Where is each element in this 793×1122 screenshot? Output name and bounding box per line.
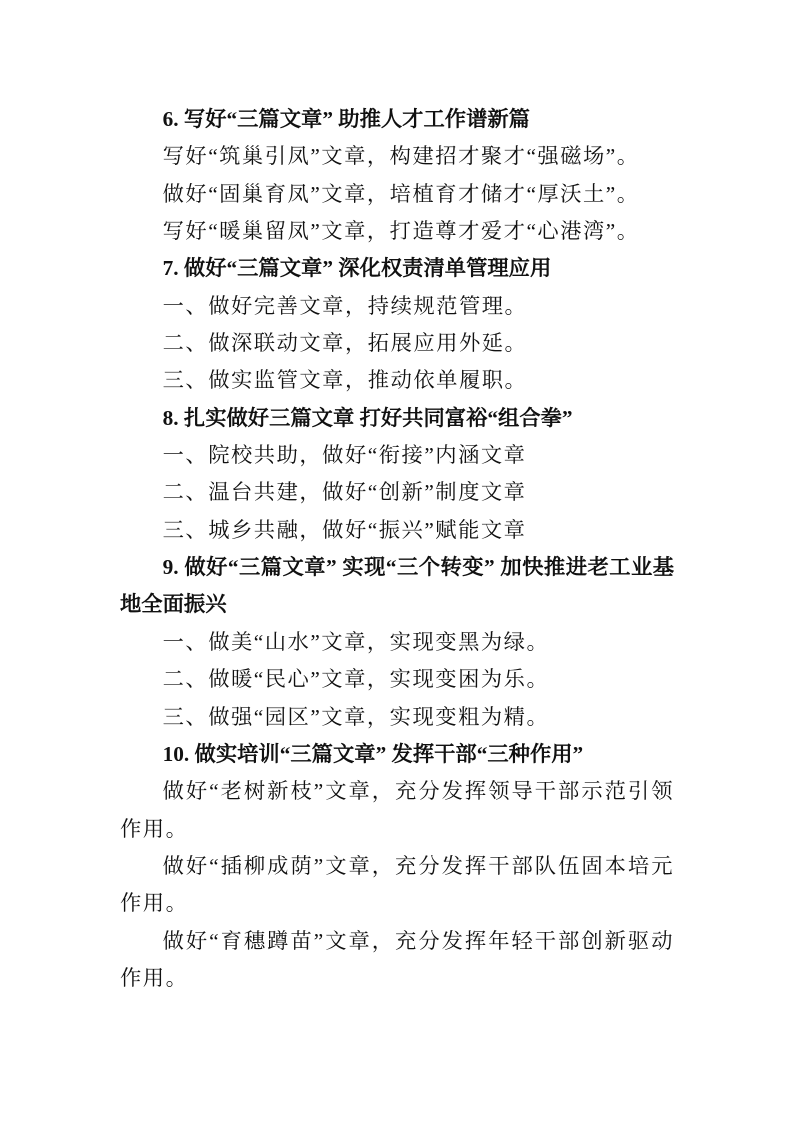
body-paragraph: 二、做深联动文章，拓展应用外延。 bbox=[162, 331, 528, 356]
body-paragraph: 三、做实监管文章，推动依单履职。 bbox=[162, 368, 528, 393]
body-paragraph: 一、院校共助，做好“衔接”内涵文章 bbox=[162, 443, 527, 468]
body-paragraph: 三、城乡共融，做好“振兴”赋能文章 bbox=[162, 517, 527, 542]
body-paragraph: 二、做暖“民心”文章，实现变困为乐。 bbox=[162, 667, 550, 692]
body-paragraph: 做好“插柳成荫”文章，充分发挥干部队伍固本培元作用。 bbox=[120, 853, 674, 916]
section-heading-9: 9. 做好“三篇文章” 实现“三个转变” 加快推进老工业基地全面振兴 bbox=[120, 555, 674, 617]
document-page bbox=[120, 101, 674, 997]
section-heading-8: 8. 扎实做好三篇文章 打好共同富裕“组合拳” bbox=[162, 405, 573, 430]
section-heading-6: 6. 写好“三篇文章” 助推人才工作谱新篇 bbox=[162, 107, 530, 131]
body-paragraph: 做好“育穗蹲苗”文章，充分发挥年轻干部创新驱动作用。 bbox=[120, 928, 674, 990]
body-paragraph: 做好“固巢育凤”文章，培植育才储才“厚沃土”。 bbox=[162, 181, 640, 206]
body-paragraph: 写好“筑巢引凤”文章，构建招才聚才“强磁场”。 bbox=[162, 144, 640, 169]
section-heading-10: 10. 做实培训“三篇文章” 发挥干部“三种作用” bbox=[162, 741, 584, 766]
body-paragraph: 做好“老树新枝”文章，充分发挥领导干部示范引领作用。 bbox=[120, 779, 674, 841]
section-heading-7: 7. 做好“三篇文章” 深化权责清单管理应用 bbox=[162, 256, 552, 281]
body-paragraph: 写好“暖巢留凤”文章，打造尊才爱才“心港湾”。 bbox=[162, 219, 640, 244]
body-paragraph: 二、温台共建，做好“创新”制度文章 bbox=[162, 480, 527, 505]
body-paragraph: 三、做强“园区”文章，实现变粗为精。 bbox=[162, 704, 550, 729]
body-paragraph: 一、做美“山水”文章，实现变黑为绿。 bbox=[162, 629, 550, 654]
body-paragraph: 一、做好完善文章，持续规范管理。 bbox=[162, 293, 528, 318]
